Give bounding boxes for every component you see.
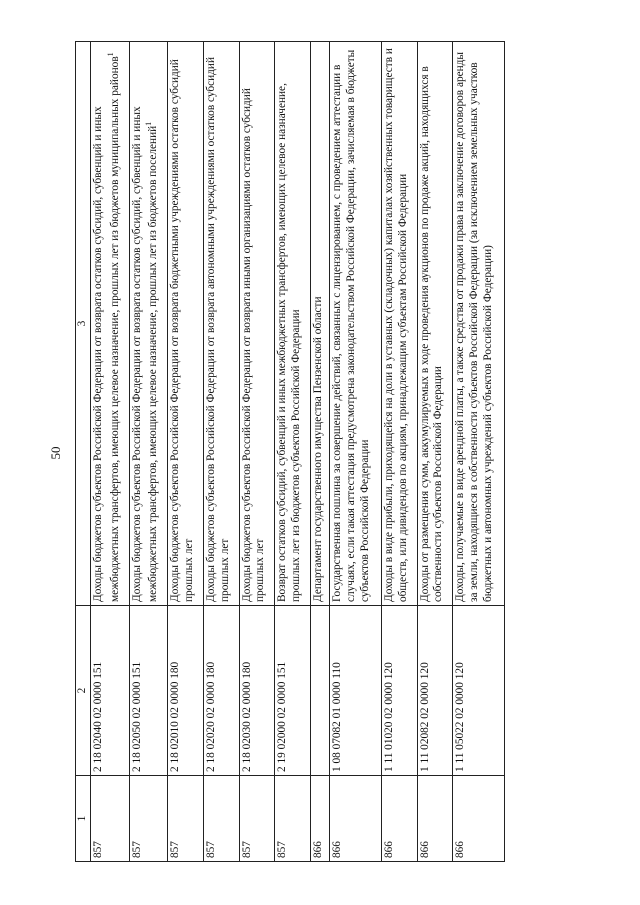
table-row	[239, 42, 275, 862]
header-col-2: 2	[76, 606, 91, 776]
revenue-name-cell	[239, 42, 275, 606]
revenue-name-cell	[90, 42, 129, 606]
header-col-3: 3	[76, 42, 91, 606]
revenue-code-cell: 2 18 02030 02 0000 180	[239, 606, 275, 776]
revenue-name-text: Доходы бюджетов субъектов Российской Федерации от возврата иными организациями остатков субсидий прошлых лет	[240, 88, 267, 602]
revenue-name-cell	[129, 42, 168, 606]
revenue-name-cell	[453, 42, 505, 606]
revenue-name-text: Доходы в виде прибыли, приходящейся на доли в уставных (складочных) капиталах хозяйственных товариществ и обществ, или дивидендов по акциям, принадлежащим субъектам Российской Федерации	[383, 48, 409, 602]
revenue-code-cell: 2 18 02010 02 0000 180	[168, 606, 204, 776]
header-col-1: 1	[76, 776, 91, 862]
revenue-name-cell	[168, 42, 204, 606]
revenue-name-text: Доходы от размещения сумм, аккумулируемых в ходе проведения аукционов по продаже акций, находящихся в собственности субъектов Российской Федерации	[418, 66, 445, 602]
revenue-code-cell: 1 11 05022 02 0000 120	[453, 606, 505, 776]
revenue-code-cell: 1 11 01020 02 0000 120	[382, 606, 418, 776]
page-number: 50	[48, 446, 63, 460]
revenue-code-cell: 2 18 02020 02 0000 180	[204, 606, 240, 776]
revenue-code-cell: 2 18 02050 02 0000 151	[129, 606, 168, 776]
admin-code-cell: 857	[90, 776, 129, 862]
table-row	[275, 42, 311, 862]
revenue-code-cell: 2 19 02000 02 0000 151	[275, 606, 311, 776]
rotated-table-container	[75, 42, 505, 862]
revenue-code-cell: 1 08 07082 01 0000 110	[330, 606, 382, 776]
table-row	[417, 42, 453, 862]
revenue-name-text: Доходы бюджетов субъектов Российской Федерации от возврата бюджетными учреждениями остатков субсидий прошлых лет	[169, 59, 196, 602]
admin-code-cell: 866	[382, 776, 418, 862]
table-row	[90, 42, 129, 862]
revenue-name-cell	[330, 42, 382, 606]
admin-code-cell: 857	[168, 776, 204, 862]
footnote-marker: 1	[105, 52, 115, 57]
revenue-code-cell	[310, 606, 330, 776]
table-header-row	[76, 42, 91, 862]
revenue-name-text: Доходы бюджетов субъектов Российской Федерации от возврата остатков субсидий, субвенций и иных межбюджетных трансфертов, имеющих целевое назначение, прошлых лет из бюджетов муниципальных районов	[91, 56, 121, 602]
revenue-name-text: Доходы бюджетов субъектов Российской Федерации от возврата остатков субсидий, субвенций и иных межбюджетных трансфертов, имеющих целевое назначение, прошлых лет из бюджетов поселений	[130, 106, 160, 602]
revenue-name-text: Доходы бюджетов субъектов Российской Федерации от возврата автономными учреждениями остатков субсидий прошлых лет	[205, 56, 231, 602]
revenue-name-text: Доходы, получаемые в виде арендной платы, а также средства от продажи права на заключение договоров аренды за земли, находящиеся в собственности субъектов Российской Федерации (за исключением земельных участков бюджетных и автономных учреждений субъектов Российской Федерации)	[454, 52, 494, 602]
revenue-code-cell: 1 11 02082 02 0000 120	[417, 606, 453, 776]
admin-code-cell: 866	[310, 776, 330, 862]
admin-code-cell: 866	[330, 776, 382, 862]
table-row	[310, 42, 330, 862]
revenue-name-text: Возврат остатков субсидий, субвенций и иных межбюджетных трансфертов, имеющих целевое назначение, прошлых лет из бюджетов субъектов Российской Федерации	[276, 83, 303, 602]
table-row	[453, 42, 505, 862]
revenue-name-cell	[204, 42, 240, 606]
admin-code-cell: 857	[275, 776, 311, 862]
table-row	[382, 42, 418, 862]
admin-code-cell: 857	[129, 776, 168, 862]
table-row	[168, 42, 204, 862]
footnote-marker: 1	[144, 121, 154, 126]
revenue-name-text: Департамент государственного имущества Пензенской области	[311, 296, 324, 602]
revenue-name-cell	[310, 42, 330, 606]
table-body	[90, 42, 504, 862]
table-row	[129, 42, 168, 862]
revenue-name-cell	[275, 42, 311, 606]
revenue-name-cell	[382, 42, 418, 606]
table-row	[204, 42, 240, 862]
revenue-code-cell: 2 18 02040 02 0000 151	[90, 606, 129, 776]
admin-code-cell: 866	[453, 776, 505, 862]
revenue-name-text: Государственная пошлина за совершение действий, связанных с лицензированием, с проведением аттестации в случаях, если такая аттестация предусмотрена законодательством Российской Федерации, зачисляемая в бюджеты субъектов Российской Федерации	[331, 49, 371, 602]
revenue-codes-table	[75, 41, 505, 862]
admin-code-cell: 857	[204, 776, 240, 862]
table-row	[330, 42, 382, 862]
admin-code-cell: 866	[417, 776, 453, 862]
revenue-name-cell	[417, 42, 453, 606]
admin-code-cell: 857	[239, 776, 275, 862]
